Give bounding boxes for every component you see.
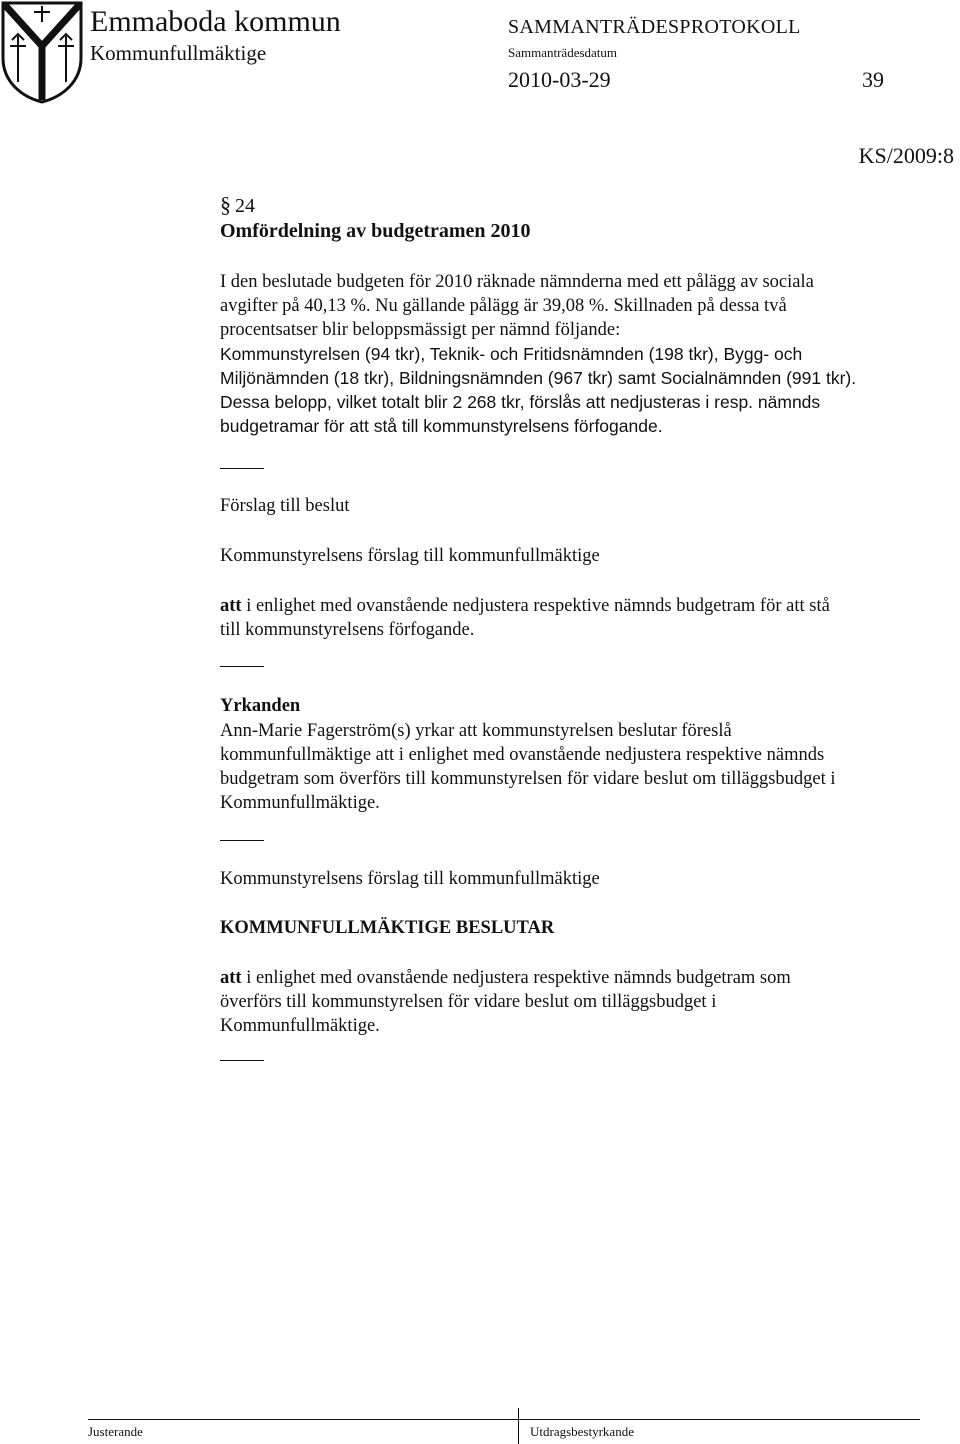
section-number-value: 24 [235, 195, 255, 217]
motions-heading: Yrkanden [220, 696, 301, 716]
item-title: Omfördelning av budgetramen 2010 [220, 220, 531, 242]
document-type: SAMMANTRÄDESPROTOKOLL [508, 16, 801, 38]
att-keyword: att [220, 968, 242, 988]
intro-line: budgetramar för att stå till kommunstyrelsens förfogande. [220, 416, 663, 436]
proposal-line: till kommunstyrelsens förfogande. [220, 620, 475, 640]
section-number [220, 192, 255, 219]
footer-utdragsbestyrkande: Utdragsbestyrkande [530, 1424, 634, 1439]
ks-proposal-label: Kommunstyrelsens förslag till kommunfullmäktige [220, 546, 600, 566]
ks-proposal-label: Kommunstyrelsens förslag till kommunfullmäktige [220, 869, 600, 889]
meeting-date-label: Sammanträdesdatum [508, 45, 618, 60]
proposal-heading: Förslag till beslut [220, 496, 350, 516]
municipal-coat-of-arms-logo [0, 0, 84, 104]
proposal-line: att i enlighet med ovanstående nedjustera respektive nämnds budgetram för att stå [220, 596, 830, 616]
decision-line: att i enlighet med ovanstående nedjustera respektive nämnds budgetram som [220, 968, 791, 988]
motions-paragraph [220, 719, 935, 815]
intro-line: avgifter på 40,13 %. Nu gällande pålägg är 39,08 %. Skillnaden på dessa två [220, 296, 787, 316]
motions-line: Ann-Marie Fagerström(s) yrkar att kommunstyrelsen beslutar föreslå [220, 721, 732, 741]
motions-line: budgetram som överförs till kommunstyrelsen för vidare beslut om tilläggsbudget i [220, 769, 836, 789]
decision-text [220, 966, 935, 1038]
separator-rule [220, 468, 264, 469]
motions-line: kommunfullmäktige att i enlighet med ovanstående nedjustera respektive nämnds [220, 745, 825, 765]
intro-paragraph [220, 270, 935, 438]
intro-line: Kommunstyrelsen (94 tkr), Teknik- och Fritidsnämnden (198 tkr), Bygg- och [220, 344, 803, 364]
intro-line: procentsatser blir beloppsmässigt per nämnd följande: [220, 320, 621, 340]
separator-rule [220, 666, 264, 667]
motions-line: Kommunfullmäktige. [220, 793, 380, 813]
footer-rule [88, 1419, 920, 1420]
decision-line: överförs till kommunstyrelsen för vidare beslut om tilläggsbudget i [220, 992, 717, 1012]
section-sign: § [220, 192, 231, 217]
proposal-text [220, 594, 935, 642]
decision-line: Kommunfullmäktige. [220, 1016, 380, 1036]
intro-line: I den beslutade budgeten för 2010 räknade nämnderna med ett pålägg av sociala [220, 272, 814, 292]
meeting-date: 2010-03-29 [508, 67, 611, 92]
page-number: 39 [862, 67, 884, 92]
footer-justerande: Justerande [88, 1424, 143, 1439]
municipality-name: Emmaboda kommun [90, 5, 341, 38]
case-reference: KS/2009:8 [858, 143, 954, 168]
footer-divider [518, 1408, 519, 1444]
att-keyword: att [220, 596, 242, 616]
decision-heading: KOMMUNFULLMÄKTIGE BESLUTAR [220, 918, 555, 938]
intro-line: Miljönämnden (18 tkr), Bildningsnämnden (967 tkr) samt Socialnämnden (991 tkr). [220, 368, 857, 388]
separator-rule [220, 1060, 264, 1061]
intro-line: Dessa belopp, vilket totalt blir 2 268 tkr, förslås att nedjusteras i resp. nämnds [220, 392, 821, 412]
separator-rule [220, 840, 264, 841]
council-name: Kommunfullmäktige [90, 41, 267, 65]
